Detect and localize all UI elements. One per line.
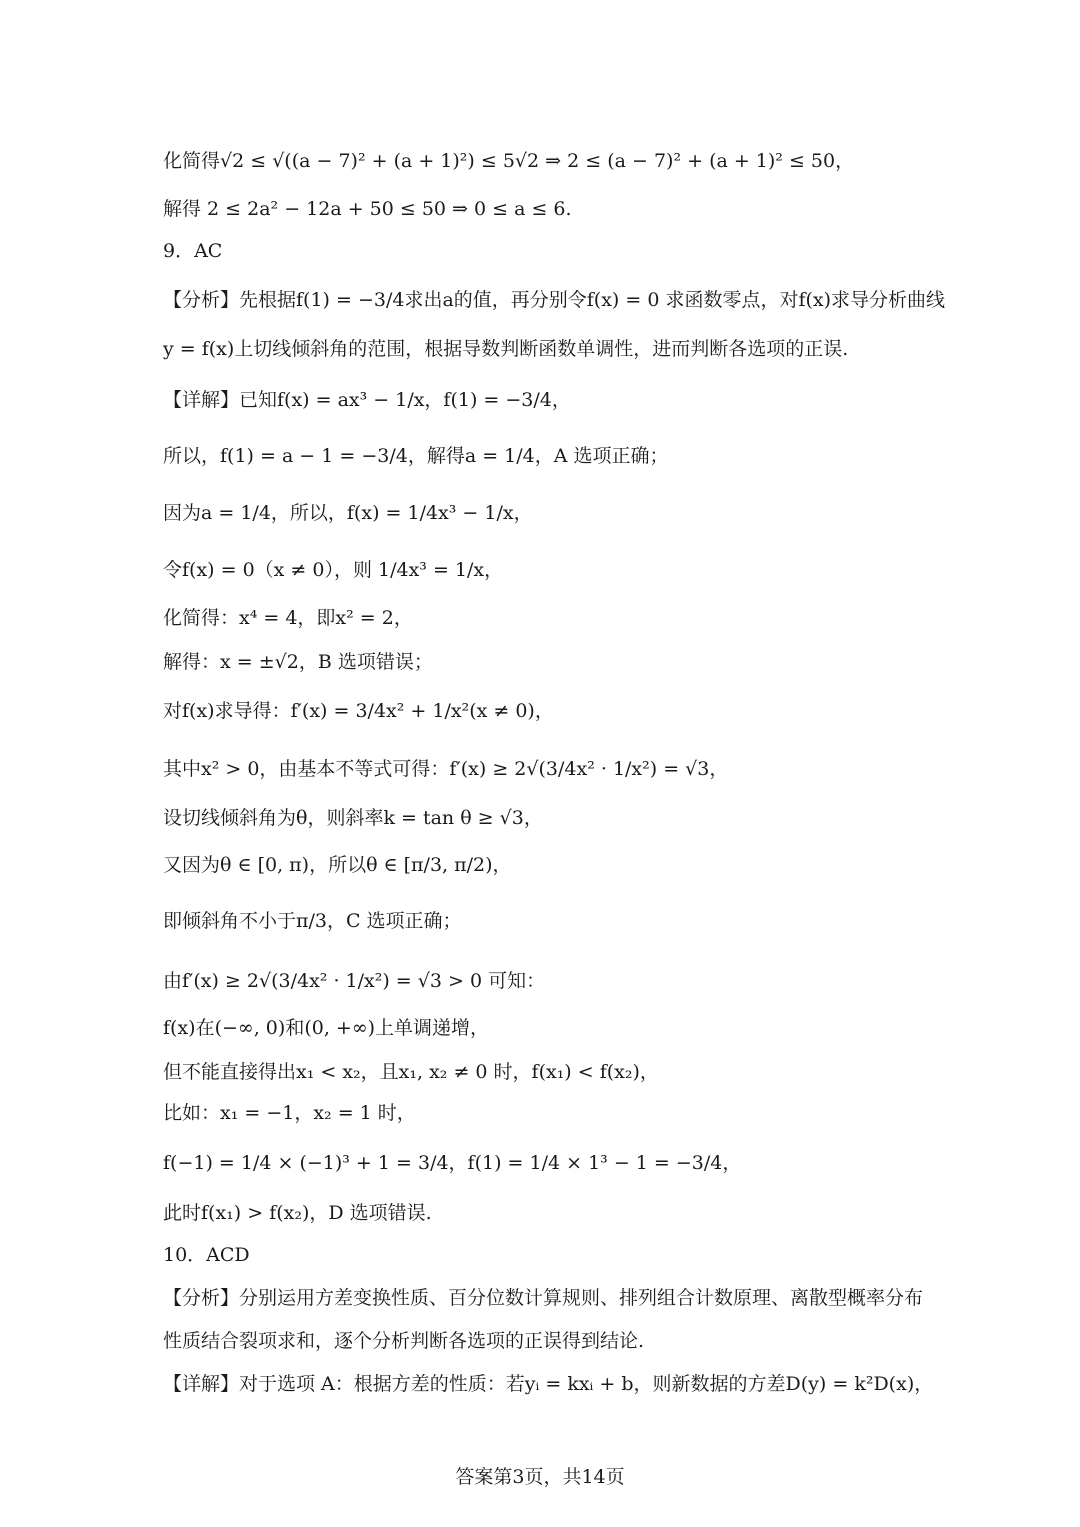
analysis-line: 性质结合裂项求和，逐个分析判断各选项的正误得到结论. xyxy=(163,1330,645,1352)
text-line: 即倾斜角不小于π/3，C 选项正确； xyxy=(163,910,462,932)
detail-line: 【详解】已知f(x) = ax³ − 1/x，f(1) = −3/4， xyxy=(163,389,571,411)
text-line: 但不能直接得出x₁ < x₂，且x₁, x₂ ≠ 0 时，f(x₁) < f(x₂)， xyxy=(163,1061,659,1083)
analysis-line: y = f(x)上切线倾斜角的范围，根据导数判断函数单调性，进而判断各选项的正误. xyxy=(163,338,849,360)
text-line: 化简得：x⁴ = 4，即x² = 2， xyxy=(163,607,413,629)
text-line: 解得：x = ±√2，B 选项错误； xyxy=(163,651,433,673)
text-line: 解得 2 ≤ 2a² − 12a + 50 ≤ 50 ⇒ 0 ≤ a ≤ 6. xyxy=(163,198,572,220)
page-footer: 答案第3页，共14页 xyxy=(455,1466,625,1488)
analysis-line: 【分析】先根据f(1) = −3/4求出a的值，再分别令f(x) = 0 求函数零点，对f(x)求导分析曲线 xyxy=(163,289,946,311)
analysis-line: 【分析】分别运用方差变换性质、百分位数计算规则、排列组合计数原理、离散型概率分布 xyxy=(163,1287,924,1309)
text-line: 化简得√2 ≤ √((a − 7)² + (a + 1)²) ≤ 5√2 ⇒ 2 ≤ (a − 7)² + (a + 1)² ≤ 50， xyxy=(163,150,855,172)
text-line: 此时f(x₁) > f(x₂)，D 选项错误. xyxy=(163,1202,432,1224)
text-line: 比如：x₁ = −1，x₂ = 1 时， xyxy=(163,1102,416,1124)
question-number: 10．ACD xyxy=(163,1244,250,1266)
text-line: 因为a = 1/4，所以，f(x) = 1/4x³ − 1/x， xyxy=(163,502,533,524)
text-line: 其中x² > 0，由基本不等式可得：f′(x) ≥ 2√(3/4x² · 1/x²) = √3， xyxy=(163,758,729,780)
text-line: f(x)在(−∞, 0)和(0, +∞)上单调递增， xyxy=(163,1017,490,1039)
text-line: 所以，f(1) = a − 1 = −3/4，解得a = 1/4，A 选项正确； xyxy=(163,445,669,467)
question-number: 9．AC xyxy=(163,240,223,262)
text-line: 设切线倾斜角为θ，则斜率k = tan θ ≥ √3， xyxy=(163,807,543,829)
detail-line: 【详解】对于选项 A：根据方差的性质：若yᵢ = kxᵢ + b，则新数据的方差D(y) = k²D(x)， xyxy=(163,1373,934,1395)
text-line: 对f(x)求导得：f′(x) = 3/4x² + 1/x²(x ≠ 0)， xyxy=(163,700,554,722)
text-line: 令f(x) = 0（x ≠ 0），则 1/4x³ = 1/x， xyxy=(163,559,504,581)
text-line: 由f′(x) ≥ 2√(3/4x² · 1/x²) = √3 > 0 可知： xyxy=(163,970,546,992)
text-line: f(−1) = 1/4 × (−1)³ + 1 = 3/4，f(1) = 1/4 × 1³ − 1 = −3/4， xyxy=(163,1152,742,1174)
text-line: 又因为θ ∈ [0, π)，所以θ ∈ [π/3, π/2)， xyxy=(163,854,512,876)
